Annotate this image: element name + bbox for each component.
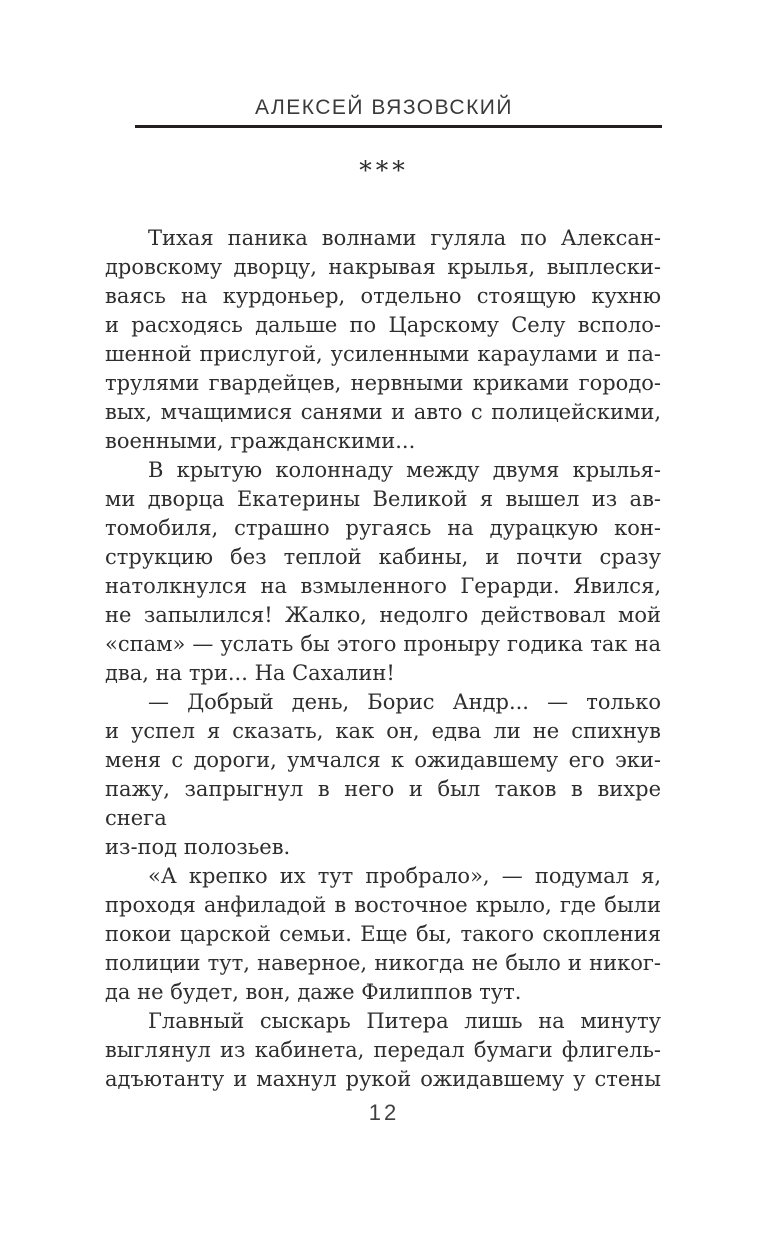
text-line: «спам» — услать бы этого проныру годика так на [105, 632, 661, 656]
text-line: ваясь на курдоньер, отдельно стоящую кухню [105, 284, 661, 308]
text-line: пажу, запрыгнул в него и был таков в вихре снега [105, 777, 661, 830]
paragraph [105, 224, 661, 456]
text-line: натолкнулся на взмыленного Герарди. Явился, [105, 574, 661, 598]
header-rule [135, 125, 662, 128]
text-line: трулями гвардейцев, нервными криками городо- [105, 371, 661, 395]
text-line: «А крепко их тут пробрало», — подумал я, [148, 864, 661, 888]
text-line: Тихая паника волнами гуляла по Алексан- [148, 226, 661, 250]
running-head-author: АЛЕКСЕЙ ВЯЗОВСКИЙ [254, 96, 513, 119]
text-line: два, на три... На Сахалин! [105, 661, 395, 685]
section-separator: *** [359, 156, 409, 185]
text-line: ми дворца Екатерины Великой я вышел из ав- [105, 487, 661, 511]
page-number: 12 [368, 1100, 400, 1125]
text-line: Главный сыскарь Питера лишь на минуту [148, 1009, 661, 1033]
text-line: струкцию без теплой кабины, и почти сразу [105, 545, 661, 569]
text-line: военными, гражданскими... [105, 429, 416, 453]
text-line: проходя анфиладой в восточное крыло, где были [105, 893, 661, 917]
text-line: полиции тут, наверное, никогда не было и никог- [105, 951, 661, 975]
text-line: шенной прислугой, усиленными караулами и па- [105, 342, 661, 366]
paragraph [105, 1007, 661, 1094]
text-line: из-под полозьев. [105, 835, 291, 859]
body-text [105, 224, 661, 1094]
paragraph [105, 862, 661, 1007]
text-line: выглянул из кабинета, передал бумаги флигель- [105, 1038, 661, 1062]
text-line: вых, мчащимися санями и авто с полицейскими, [105, 400, 661, 424]
text-line: покои царской семьи. Еще бы, такого скопления [105, 922, 661, 946]
text-line: и успел я сказать, как он, едва ли не спихнув [105, 719, 661, 743]
text-line: не запылился! Жалко, недолго действовал мой [105, 603, 661, 627]
paragraph [105, 688, 661, 862]
text-line: меня с дороги, умчался к ожидавшему его эки- [105, 748, 661, 772]
text-line: адъютанту и махнул рукой ожидавшему у стены [105, 1067, 661, 1091]
text-line: В крытую колоннаду между двумя крылья- [148, 458, 661, 482]
text-line: дровскому дворцу, накрывая крылья, выплески- [105, 255, 661, 279]
text-line: томобиля, страшно ругаясь на дурацкую кон- [105, 516, 661, 540]
text-line: — Добрый день, Борис Андр... — только [148, 690, 661, 714]
paragraph [105, 456, 661, 688]
text-line: и расходясь дальше по Царскому Селу всполо- [105, 313, 661, 337]
text-line: да не будет, вон, даже Филиппов тут. [105, 980, 522, 1004]
